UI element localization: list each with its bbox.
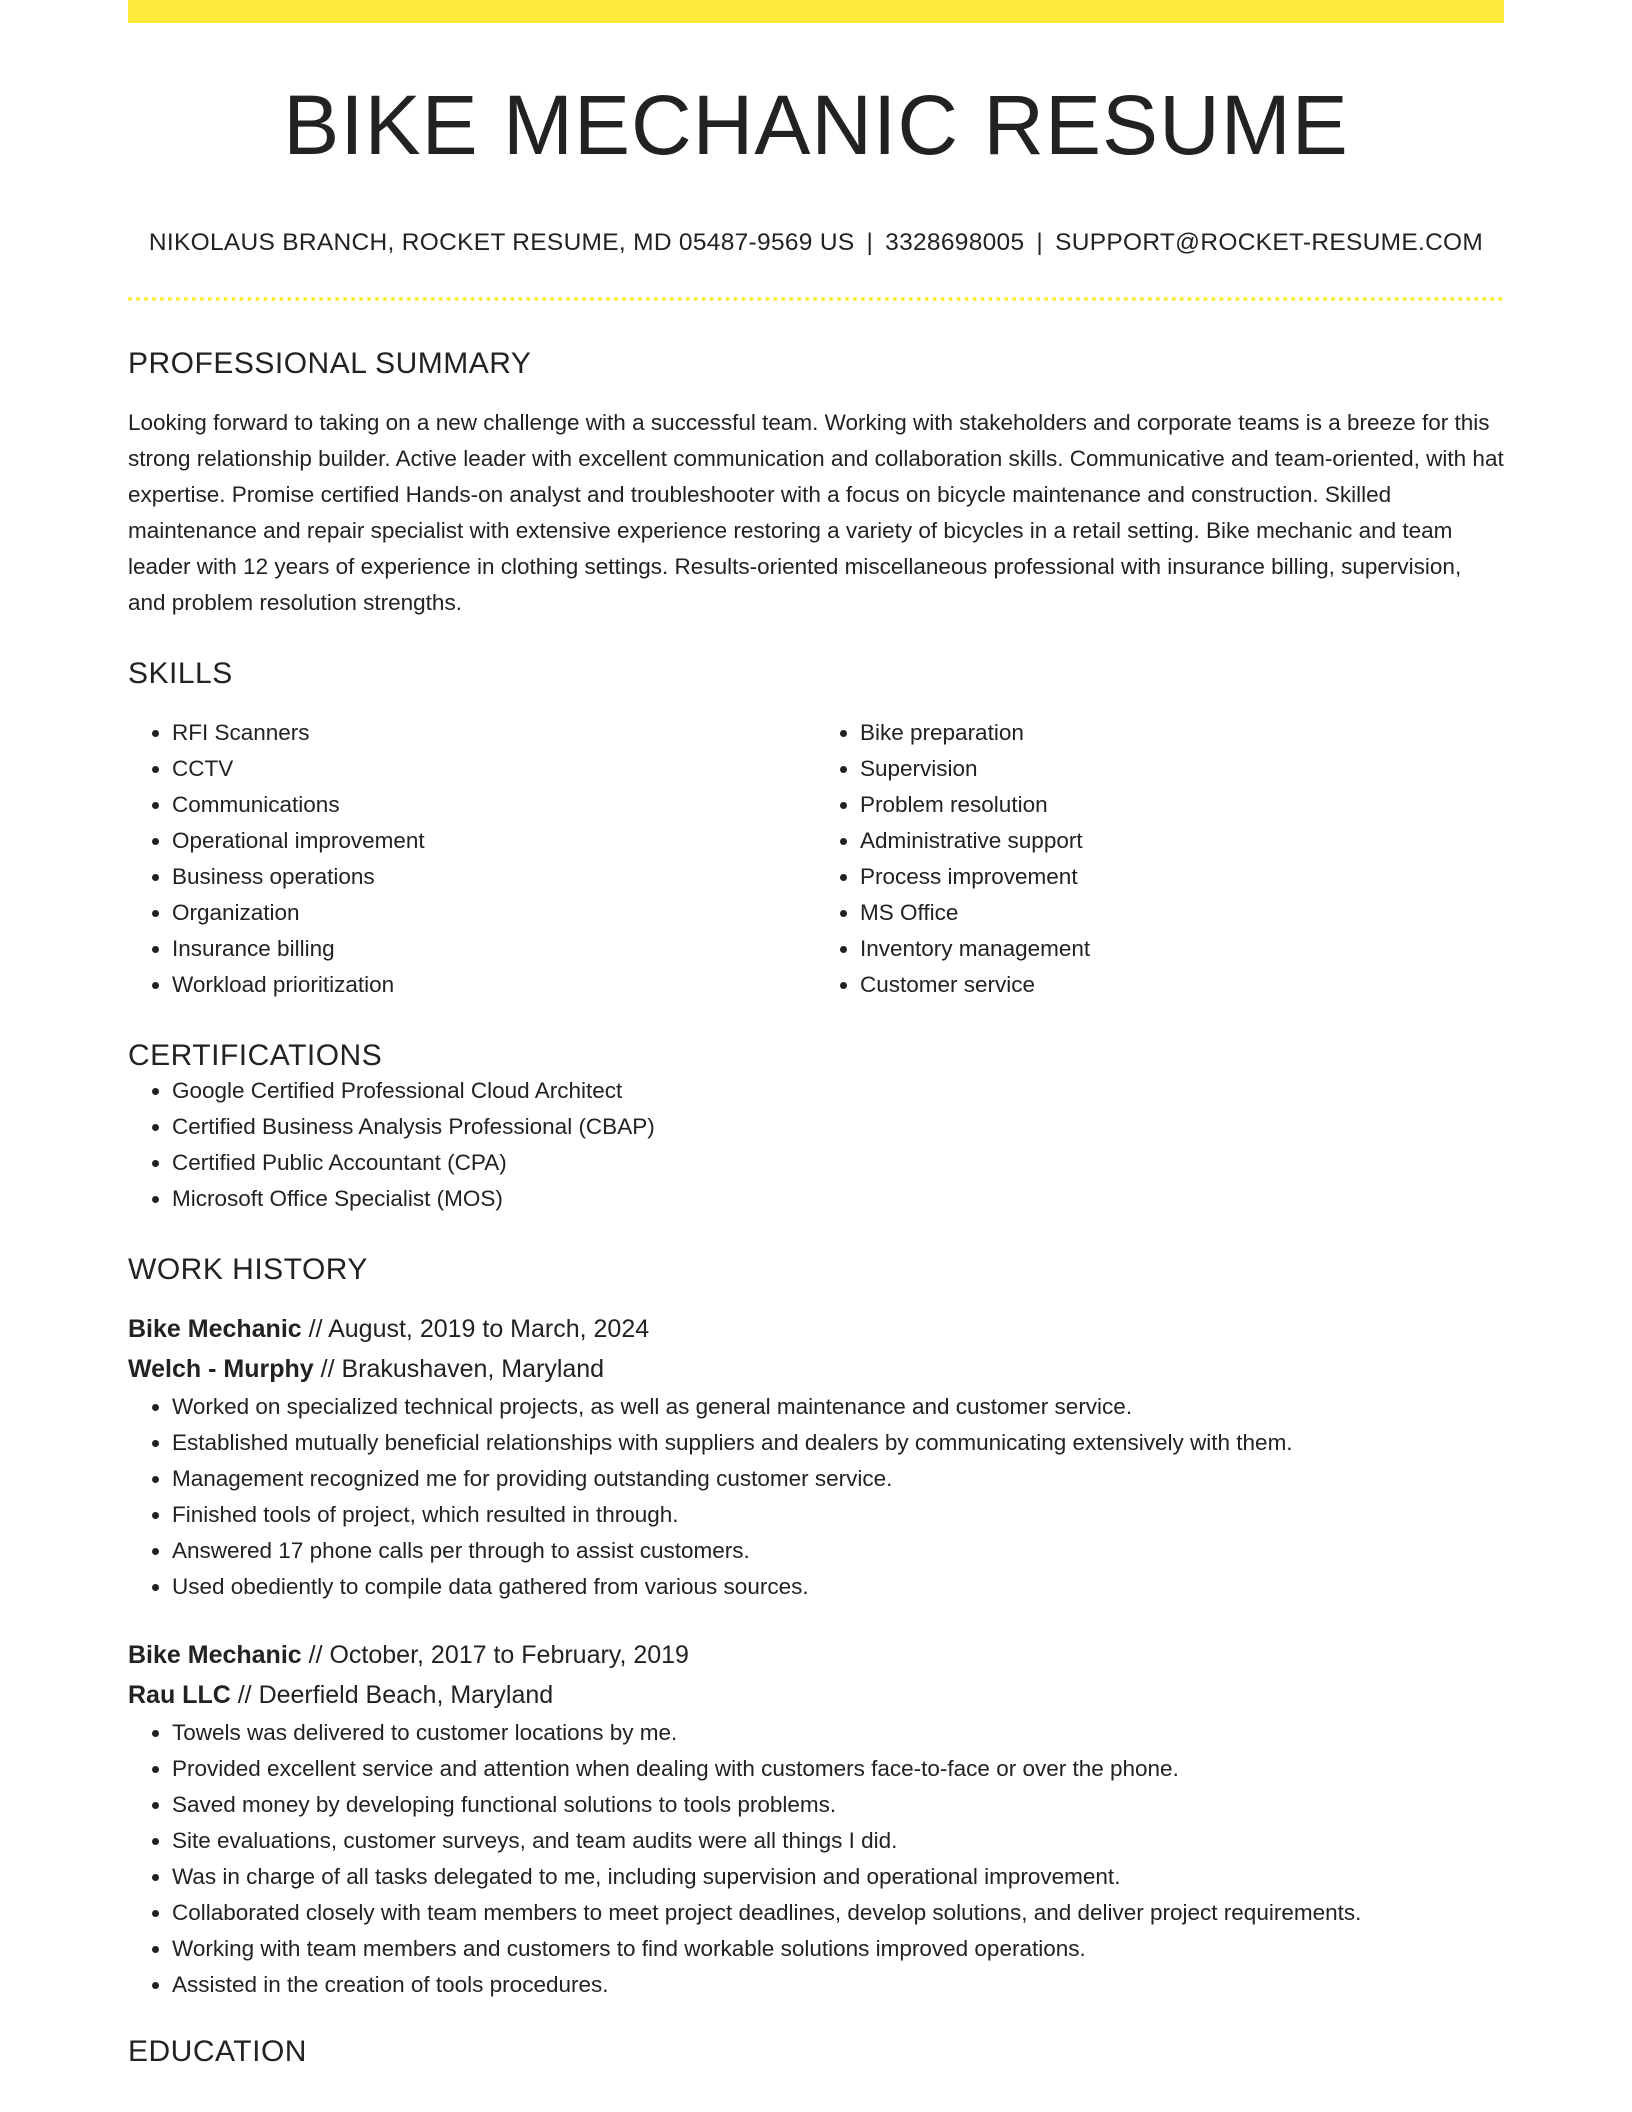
- job-company: Rau LLC: [128, 1681, 231, 1709]
- skills-columns: [128, 715, 1504, 1003]
- job-dates: // October, 2017 to February, 2019: [301, 1641, 689, 1669]
- list-item: • Organization: [172, 895, 816, 931]
- list-item: • Established mutually beneficial relationships with suppliers and dealers by communicating extensively with them.: [172, 1425, 1504, 1461]
- skills-right-list: [816, 715, 1504, 1003]
- job-company-line: [128, 1349, 1504, 1389]
- list-item: • Collaborated closely with team members to meet project deadlines, develop solutions, and deliver project requirements.: [172, 1895, 1504, 1931]
- contact-separator: |: [1036, 229, 1044, 256]
- list-item: • Certified Business Analysis Professional (CBAP): [172, 1109, 1504, 1145]
- job-company-line: [128, 1675, 1504, 1715]
- list-item: • Was in charge of all tasks delegated to me, including supervision and operational improvement.: [172, 1859, 1504, 1895]
- job-bullets: [128, 1715, 1504, 2003]
- skills-left-list: [128, 715, 816, 1003]
- job-bullets: [128, 1389, 1504, 1605]
- dotted-divider: [128, 297, 1504, 301]
- summary-heading: PROFESSIONAL SUMMARY: [128, 347, 532, 380]
- list-item: • Bike preparation: [860, 715, 1504, 751]
- list-item: • MS Office: [860, 895, 1504, 931]
- list-item: • Problem resolution: [860, 787, 1504, 823]
- contact-email: SUPPORT@ROCKET-RESUME.COM: [1055, 229, 1484, 256]
- certifications-list: [128, 1073, 1504, 1217]
- list-item: • Provided excellent service and attention when dealing with customers face-to-face or over the phone.: [172, 1751, 1504, 1787]
- list-item: • Supervision: [860, 751, 1504, 787]
- list-item: • Insurance billing: [172, 931, 816, 967]
- list-item: • Microsoft Office Specialist (MOS): [172, 1181, 1504, 1217]
- contact-address: NIKOLAUS BRANCH, ROCKET RESUME, MD 05487-9569 US: [148, 229, 855, 256]
- accent-top-bar: [128, 0, 1504, 23]
- summary-text: Looking forward to taking on a new challenge with a successful team. Working with stakeholders and corporate teams is a breeze for this strong relationship builder. Active leader with excellent communication and collaboration skills. Communicative and team-oriented, with hat expertise. Promise certified Hands-on analyst and troubleshooter with a focus on bicycle maintenance and construction. Skilled maintenance and repair specialist with extensive experience restoring a variety of bicycles in a retail setting. Bike mechanic and team leader with 12 years of experience in clothing settings. Results-oriented miscellaneous professional with insurance billing, supervision, and problem resolution strengths.: [128, 410, 1504, 615]
- list-item: • Used obediently to compile data gathered from various sources.: [172, 1569, 1504, 1605]
- resume-page: [128, 0, 1504, 2069]
- job-location: // Deerfield Beach, Maryland: [230, 1681, 554, 1709]
- job-dates: // August, 2019 to March, 2024: [301, 1315, 650, 1343]
- job-entry: [128, 1635, 1504, 2003]
- list-item: • Assisted in the creation of tools procedures.: [172, 1967, 1504, 2003]
- list-item: • Inventory management: [860, 931, 1504, 967]
- list-item: • Site evaluations, customer surveys, and team audits were all things I did.: [172, 1823, 1504, 1859]
- list-item: • Certified Public Accountant (CPA): [172, 1145, 1504, 1181]
- job-location: // Brakushaven, Maryland: [313, 1355, 605, 1383]
- list-item: • Process improvement: [860, 859, 1504, 895]
- list-item: • Worked on specialized technical projects, as well as general maintenance and customer service.: [172, 1389, 1504, 1425]
- list-item: • Working with team members and customers to find workable solutions improved operations.: [172, 1931, 1504, 1967]
- contact-separator: |: [866, 229, 874, 256]
- list-item: • Administrative support: [860, 823, 1504, 859]
- list-item: • Answered 17 phone calls per through to assist customers.: [172, 1533, 1504, 1569]
- job-header: [128, 1635, 1504, 1715]
- job-title-line: [128, 1635, 1504, 1675]
- job-entry: [128, 1309, 1504, 1605]
- list-item: • CCTV: [172, 751, 816, 787]
- list-item: • Customer service: [860, 967, 1504, 1003]
- list-item: • Finished tools of project, which resulted in through.: [172, 1497, 1504, 1533]
- job-title-line: [128, 1309, 1504, 1349]
- list-item: • Workload prioritization: [172, 967, 816, 1003]
- list-item: • RFI Scanners: [172, 715, 816, 751]
- certifications-heading: CERTIFICATIONS: [128, 1039, 383, 1072]
- education-heading: EDUCATION: [128, 2035, 307, 2068]
- resume-title: BIKE MECHANIC RESUME: [283, 78, 1349, 172]
- job-title: Bike Mechanic: [128, 1641, 302, 1669]
- list-item: • Management recognized me for providing outstanding customer service.: [172, 1461, 1504, 1497]
- contact-line: [128, 229, 1504, 257]
- list-item: • Google Certified Professional Cloud Architect: [172, 1073, 1504, 1109]
- job-title: Bike Mechanic: [128, 1315, 302, 1343]
- contact-phone: 3328698005: [885, 229, 1025, 256]
- list-item: • Saved money by developing functional solutions to tools problems.: [172, 1787, 1504, 1823]
- list-item: • Business operations: [172, 859, 816, 895]
- list-item: • Operational improvement: [172, 823, 816, 859]
- work-history-heading: WORK HISTORY: [128, 1253, 368, 1286]
- list-item: • Towels was delivered to customer locations by me.: [172, 1715, 1504, 1751]
- list-item: • Communications: [172, 787, 816, 823]
- job-header: [128, 1309, 1504, 1389]
- job-company: Welch - Murphy: [128, 1355, 314, 1383]
- skills-heading: SKILLS: [128, 657, 233, 690]
